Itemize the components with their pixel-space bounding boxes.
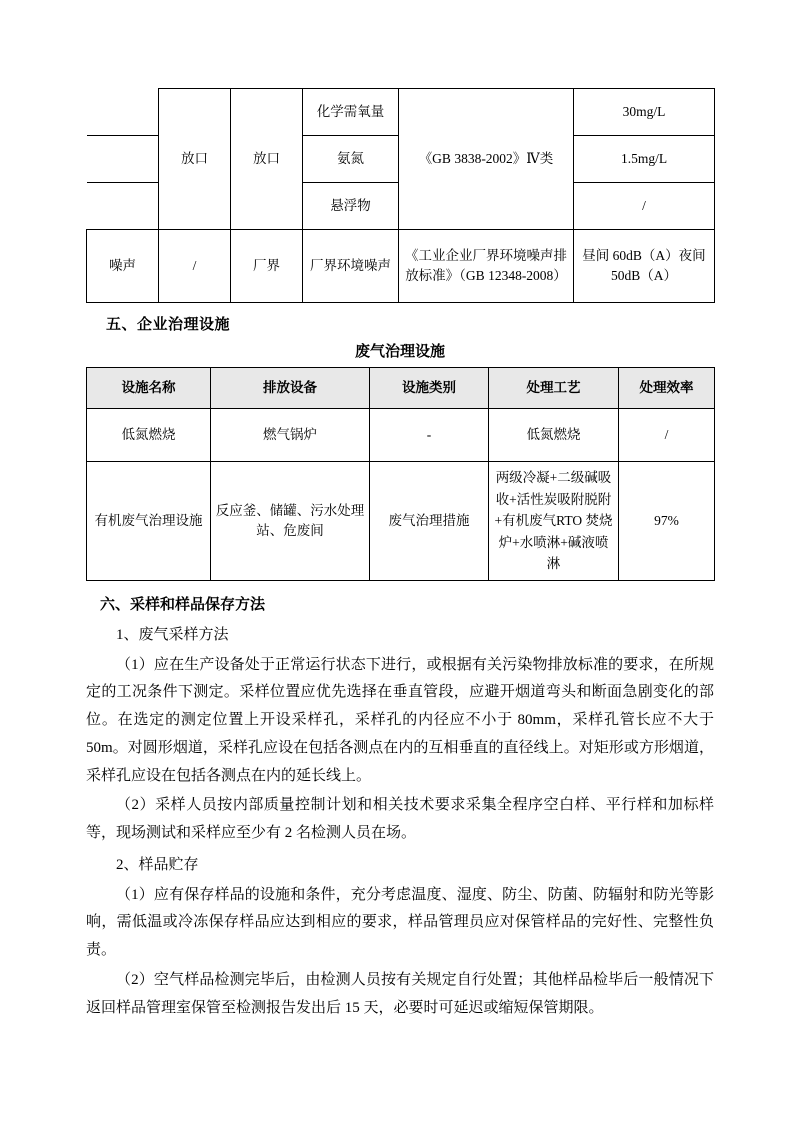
table-row — [87, 409, 715, 462]
cell-empty-left — [87, 183, 159, 230]
cell-treatment-process: 低氮燃烧 — [489, 409, 619, 462]
section-5-heading: 五、企业治理设施 — [106, 317, 231, 333]
table-row-noise — [87, 230, 715, 303]
cell-treatment-efficiency: 97% — [619, 462, 715, 581]
paragraph-2: （2）采样人员按内部质量控制计划和相关技术要求采集全程序空白样、平行样和加标样等，现场测试和采样应至少有 2 名检测人员在场。 — [86, 797, 714, 842]
cell-emission-equipment: 反应釜、储罐、污水处理站、危废间 — [211, 462, 370, 581]
cell-limit-cod: 30mg/L — [574, 89, 715, 136]
cell-outlet-2: 放口 — [231, 89, 303, 230]
cell-standard-gb3838: 《GB 3838-2002》Ⅳ类 — [399, 89, 574, 230]
col-facility-name: 设施名称 — [87, 368, 211, 409]
cell-pollutant-ammonia: 氨氮 — [303, 136, 399, 183]
waste-gas-treatment-table — [86, 367, 715, 581]
cell-noise-slash: / — [159, 230, 231, 303]
col-emission-equipment: 排放设备 — [211, 368, 370, 409]
cell-pollutant-cod: 化学需氧量 — [303, 89, 399, 136]
cell-empty-left — [87, 136, 159, 183]
col-treatment-efficiency: 处理效率 — [619, 368, 715, 409]
section-6-heading: 六、采样和样品保存方法 — [100, 596, 266, 613]
cell-noise-boundary: 厂界 — [231, 230, 303, 303]
cell-category-noise: 噪声 — [87, 230, 159, 303]
table-row — [87, 89, 715, 136]
cell-outlet-1: 放口 — [159, 89, 231, 230]
cell-facility-name: 低氮燃烧 — [87, 409, 211, 462]
paragraph-3: （1）应有保存样品的设施和条件，充分考虑温度、湿度、防尘、防菌、防辐射和防光等影响，需低温或冷冻保存样品应达到相应的要求，样品管理员应对保管样品的完好性、完整性负责。 — [86, 886, 714, 959]
subsection-1-title: 1、废气采样方法 — [116, 626, 229, 643]
col-treatment-process: 处理工艺 — [489, 368, 619, 409]
cell-noise-limit: 昼间 60dB（A）夜间 50dB（A） — [574, 230, 715, 303]
cell-emission-equipment: 燃气锅炉 — [211, 409, 370, 462]
cell-empty-left — [87, 89, 159, 136]
cell-noise-standard: 《工业企业厂界环境噪声排放标准》（GB 12348-2008） — [399, 230, 574, 303]
table-header-row — [87, 368, 715, 409]
subsection-2-title: 2、样品贮存 — [116, 856, 199, 873]
cell-treatment-process: 两级冷凝+二级碱吸收+活性炭吸附脱附+有机废气RTO 焚烧炉+水喷淋+碱液喷淋 — [489, 462, 619, 581]
cell-noise-item: 厂界环境噪声 — [303, 230, 399, 303]
cell-facility-category: - — [370, 409, 489, 462]
paragraph-4: （2）空气样品检测完毕后，由检测人员按有关规定自行处置；其他样品检毕后一般情况下返回样品管理室保管至检测报告发出后 15 天，必要时可延迟或缩短保管期限。 — [86, 971, 714, 1016]
cell-pollutant-ss: 悬浮物 — [303, 183, 399, 230]
col-facility-category: 设施类别 — [370, 368, 489, 409]
cell-limit-ss: / — [574, 183, 715, 230]
table-row — [87, 462, 715, 581]
cell-treatment-efficiency: / — [619, 409, 715, 462]
cell-facility-name: 有机废气治理设施 — [87, 462, 211, 581]
emission-standards-table — [86, 88, 715, 303]
cell-limit-ammonia: 1.5mg/L — [574, 136, 715, 183]
cell-facility-category: 废气治理措施 — [370, 462, 489, 581]
paragraph-1: （1）应在生产设备处于正常运行状态下进行，或根据有关污染物排放标准的要求，在所规定的工况条件下测定。采样位置应优先选择在垂直管段，应避开烟道弯头和断面急剧变化的部位。在选定的测定位置上开设采样孔，采样孔的内径应不小于 80mm，采样孔管长应不大于 50m。对圆形烟道，采样孔应设在包括各测点在内的互相垂直的直径线上。对矩形或方形烟道，采样孔应设在包括各测点在内的延长线上。 — [86, 656, 714, 784]
waste-gas-table-caption: 废气治理设施 — [354, 344, 445, 360]
